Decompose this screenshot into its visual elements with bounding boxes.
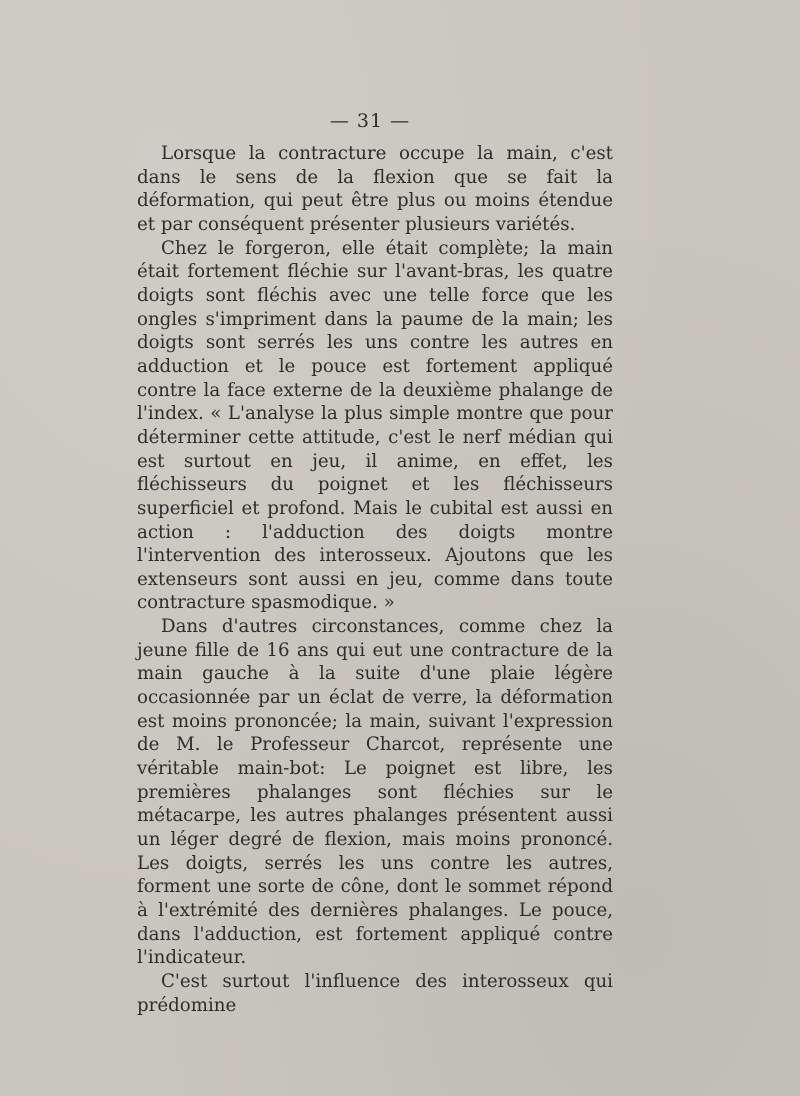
paragraph-1: Lorsque la contracture occupe la main, c'est dans le sens de la flexion que se fait la déformation, qui peut être plus ou moins étendue et par conséquent présenter plusieurs variétés. bbox=[137, 143, 613, 235]
page-number: — 31 — bbox=[329, 110, 411, 132]
paragraph-2: Chez le forgeron, elle était complète; la main était fortement fléchie sur l'avant-bras, les quatre doigts sont fléchis avec une telle force que les ongles s'impriment dans la paume de la main; les doigts sont serrés les uns contre les autres en adduction et le pouce est fortement appliqué contre la face externe de la deuxième phalange de l'index. « L'analyse la plus simple montre que pour déterminer cette attitude, c'est le nerf médian qui est surtout en jeu, il anime, en effet, les fléchisseurs du poignet et les fléchisseurs superficiel et profond. Mais le cubital est aussi en action : l'adduction des doigts montre l'intervention des interosseux. Ajoutons que les extenseurs sont aussi en jeu, comme dans toute contracture spasmodique. » bbox=[137, 237, 613, 614]
body-text bbox=[137, 142, 613, 1017]
paragraph-3: Dans d'autres circonstances, comme chez la jeune fille de 16 ans qui eut une contracture de la main gauche à la suite d'une plaie légère occasionnée par un éclat de verre, la déformation est moins prononcée; la main, suivant l'expression de M. le Professeur Charcot, représente une véritable main-bot: Le poignet est libre, les premières phalanges sont fléchies sur le métacarpe, les autres phalanges présentent aussi un léger degré de flexion, mais moins prononcé. Les doigts, serrés les uns contre les autres, forment une sorte de cône, dont le sommet répond à l'extrémité des dernières phalanges. Le pouce, dans l'adduction, est fortement appliqué contre l'indicateur. bbox=[137, 616, 613, 969]
paragraph-4: C'est surtout l'influence des interosseux qui prédomine bbox=[137, 970, 613, 1016]
